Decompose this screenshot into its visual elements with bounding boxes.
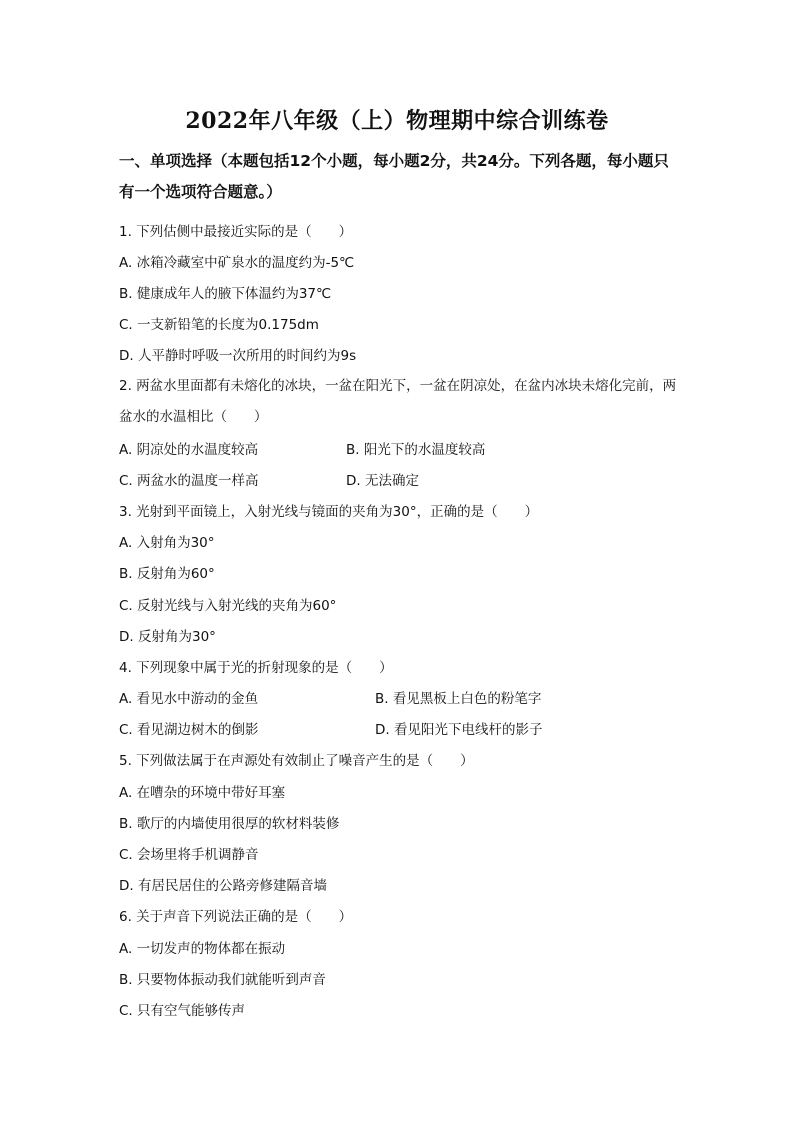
question-3-option-a: A. 入射角为30° bbox=[119, 535, 215, 551]
question-4-stem: 4. 下列现象中属于光的折射现象的是（ ） bbox=[119, 660, 393, 676]
question-2-option-c: C. 两盆水的温度一样高 bbox=[119, 473, 259, 489]
question-1-option-b: B. 健康成年人的腋下体温约为37℃ bbox=[119, 286, 332, 302]
question-2-stem: 2. 两盆水里面都有未熔化的冰块，一盆在阳光下，一盆在阴凉处，在盆内冰块未熔化完前，两盆水的水温相比（ ） bbox=[119, 378, 677, 425]
question-5-option-b: B. 歌厅的内墙使用很厚的软材料装修 bbox=[119, 816, 340, 832]
question-1-option-d: D. 人平静时呼吸一次所用的时间约为9s bbox=[119, 348, 357, 364]
question-5-option-d: D. 有居民居住的公路旁修建隔音墙 bbox=[119, 878, 327, 894]
question-4-option-c: C. 看见湖边树木的倒影 bbox=[119, 722, 259, 738]
question-2-option-a: A. 阴凉处的水温度较高 bbox=[119, 442, 259, 458]
question-6-option-a: A. 一切发声的物体都在振动 bbox=[119, 941, 286, 957]
question-1-stem: 1. 下列估侧中最接近实际的是（ ） bbox=[119, 224, 353, 240]
question-5-option-a: A. 在嘈杂的环境中带好耳塞 bbox=[119, 785, 286, 801]
question-2-option-d: D. 无法确定 bbox=[346, 473, 419, 489]
question-3-option-d: D. 反射角为30° bbox=[119, 629, 216, 645]
section-heading: 一、单项选择（本题包括12个小题，每小题2分，共24分。下列各题，每小题只有一个选项符合题意。） bbox=[119, 152, 669, 201]
question-6-option-c: C. 只有空气能够传声 bbox=[119, 1003, 246, 1019]
question-2-option-b: B. 阳光下的水温度较高 bbox=[346, 442, 486, 458]
question-4-option-b: B. 看见黑板上白色的粉笔字 bbox=[375, 691, 542, 707]
question-1-option-c: C. 一支新铅笔的长度为0.175dm bbox=[119, 317, 319, 333]
question-5-option-c: C. 会场里将手机调静音 bbox=[119, 847, 259, 863]
question-6-stem: 6. 关于声音下列说法正确的是（ ） bbox=[119, 909, 353, 925]
question-3-option-b: B. 反射角为60° bbox=[119, 566, 215, 582]
question-5-stem: 5. 下列做法属于在声源处有效制止了噪音产生的是（ ） bbox=[119, 753, 474, 769]
question-4-option-a: A. 看见水中游动的金鱼 bbox=[119, 691, 259, 707]
question-1-option-a: A. 冰箱冷藏室中矿泉水的温度约为-5℃ bbox=[119, 255, 355, 271]
question-4-option-d: D. 看见阳光下电线杆的影子 bbox=[375, 722, 543, 738]
page-title: 2022年八年级（上）物理期中综合训练卷 bbox=[185, 108, 609, 134]
question-3-option-c: C. 反射光线与入射光线的夹角为60° bbox=[119, 598, 337, 614]
question-3-stem: 3. 光射到平面镜上，入射光线与镜面的夹角为30°，正确的是（ ） bbox=[119, 504, 539, 520]
question-6-option-b: B. 只要物体振动我们就能听到声音 bbox=[119, 972, 326, 988]
